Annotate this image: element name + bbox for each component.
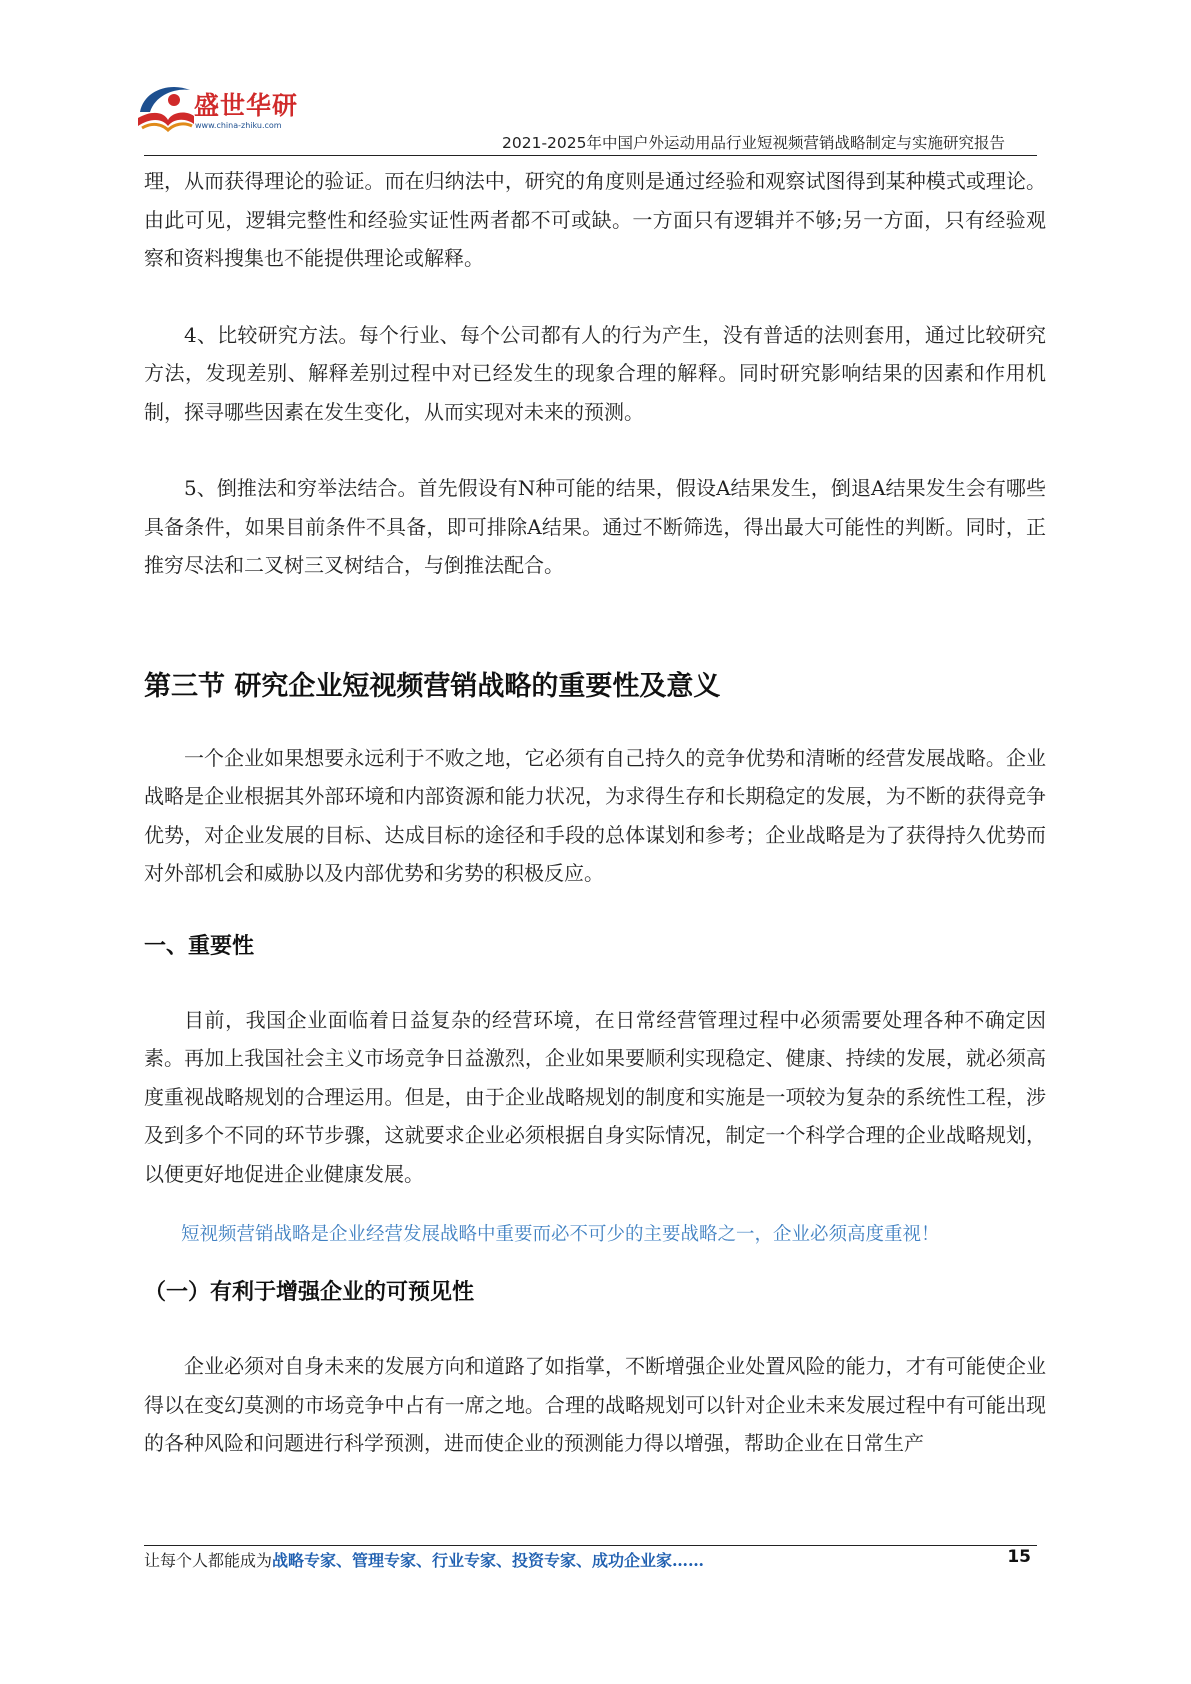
paragraph-1: 理，从而获得理论的验证。而在归纳法中，研究的角度则是通过经验和观察试图得到某种模式或理论。由此可见，逻辑完整性和经验实证性两者都不可或缺。一方面只有逻辑并不够;另一方面，只有经验观察和资料搜集也不能提供理论或解释。 — [144, 169, 1046, 270]
logo-website: www.china-zhiku.com — [195, 121, 282, 130]
footer-slogan-highlight: 战略专家、管理专家、行业专家、投资专家、成功企业家…… — [272, 1551, 705, 1570]
paragraph-4: 一个企业如果想要永远利于不败之地，它必须有自己持久的竞争优势和清晰的经营发展战略。企业战略是企业根据其外部环境和内部资源和能力状况，为求得生存和长期稳定的发展，为不断的获得竞争优势，对企业发展的目标、达成目标的途径和手段的总体谋划和参考；企业战略是为了获得持久优势而对外部机会和威胁以及内部优势和劣势的积极反应。 — [144, 745, 1046, 885]
page-content — [144, 162, 1046, 1463]
footer-divider — [144, 1545, 1037, 1546]
paragraph-2: 4、比较研究方法。每个行业、每个公司都有人的行为产生，没有普适的法则套用，通过比较研究方法，发现差别、解释差别过程中对已经发生的现象合理的解释。同时研究影响结果的因素和作用机制，探寻哪些因素在发生变化，从而实现对未来的预测。 — [144, 322, 1046, 424]
page-number: 15 — [1007, 1547, 1031, 1567]
paragraph-6: 企业必须对自身未来的发展方向和道路了如指掌，不断增强企业处置风险的能力，才有可能使企业得以在变幻莫测的市场竞争中占有一席之地。合理的战略规划可以针对企业未来发展过程中有可能出现的各种风险和问题进行科学预测，进而使企业的预测能力得以增强，帮助企业在日常生产 — [144, 1354, 1046, 1455]
subheading-importance: 一、重要性 — [144, 933, 255, 959]
section-title: 第三节 研究企业短视频营销战略的重要性及意义 — [144, 670, 721, 702]
paragraph-5: 目前，我国企业面临着日益复杂的经营环境，在日常经营管理过程中必须需要处理各种不确定因素。再加上我国社会主义市场竞争日益激烈，企业如果要顺利实现稳定、健康、持续的发展，就必须高度重视战略规划的合理运用。但是，由于企业战略规划的制度和实施是一项较为复杂的系统性工程，涉及到多个不同的环节步骤，这就要求企业必须根据自身实际情况，制定一个科学合理的企业战略规划，以便更好地促进企业健康发展。 — [144, 1007, 1046, 1186]
highlight-statement: 短视频营销战略是企业经营发展战略中重要而必不可少的主要战略之一，企业必须高度重视！ — [181, 1224, 940, 1245]
footer-slogan-prefix: 让每个人都能成为 — [144, 1551, 273, 1570]
footer-slogan — [144, 1548, 704, 1571]
company-logo — [134, 78, 334, 148]
logo-brand-name: 盛世华研 — [194, 91, 299, 120]
paragraph-3: 5、倒推法和穷举法结合。首先假设有N种可能的结果，假设A结果发生，倒退A结果发生会有哪些具备条件，如果目前条件不具备，即可排除A结果。通过不断筛选，得出最大可能性的判断。同时，正推穷尽法和二叉树三叉树结合，与倒推法配合。 — [144, 476, 1046, 577]
subheading-predictability: （一）有利于增强企业的可预见性 — [144, 1280, 475, 1305]
report-title: 2021-2025年中国户外运动用品行业短视频营销战略制定与实施研究报告 — [502, 134, 1005, 152]
header-divider — [144, 155, 1037, 156]
